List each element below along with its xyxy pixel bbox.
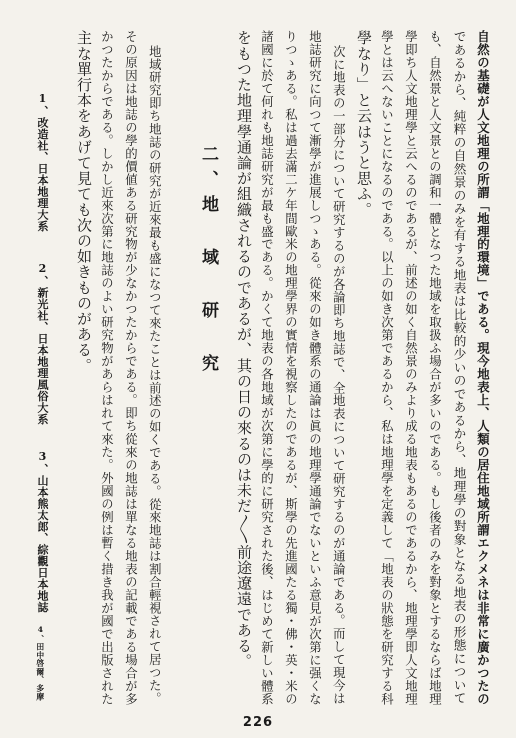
book-list-item: 2、新光社、日本地理風俗大系 — [36, 262, 49, 425]
text-column: りつゝある。私は過去滿二ケ年間歐米の地理學界の實情を視察したのであるが、斯學の先進國たる獨・佛・英・米の — [283, 30, 299, 706]
text-column: 自然の基礎が人文地理の所謂「地理的環境」である。現今地表上、人類の居住地域所謂エクメネは非常に廣かつたの — [475, 30, 491, 706]
text-column: その原因は地誌の學的價値ある研究物が少なかつたからである。即ち從來の地誌は單なる地表の記載である場合が多 — [123, 30, 139, 706]
text-column: 諸國に於て何れも地誌研究が最も盛である。かくて地表の各地域が次第に學的に研究された後、はじめて新しい體系 — [259, 30, 275, 706]
text-column: 主な單行本をあげて見ても次の如きものがある。 — [75, 30, 93, 374]
page-number: 226 — [242, 715, 274, 730]
book-list-item: 3、山本熊太郎、綜觀日本地誌 — [36, 450, 49, 613]
text-column: 學なり」と云はうと思ふ。 — [355, 30, 373, 218]
text-column: 學即ち人文地理學と云へるのであるが、前述の如く自然景のみより成る地表もあるのであるから、地理學即人文地理 — [403, 30, 419, 706]
text-column: も、自然景と人文景との調和一體となつた地域を取扱ふ場合が多いのである。もし後者のみを對象とするならば地理 — [427, 30, 443, 706]
text-column: 地域研究即ち地誌の研究が近來最も盛になつて來たことは前述の如くである。從來地誌は割合輕視されて居つた。 — [147, 45, 162, 705]
section-heading: 二、地 域 研 究 — [198, 145, 218, 379]
text-column: 學とは云へないことになるのである。以上の如き次第であるから、私は地理學を定義して「地表の狀態を研究する科 — [379, 30, 395, 706]
book-list-item: 4、田中啓爾、多摩 — [35, 625, 45, 701]
text-column: 次に地表の一部分について研究するのが各論即ち地誌で、全地表について研究するのが通論である。而して現今は — [331, 45, 346, 705]
book-list-item: 1、改造社、日本地理大系 — [36, 92, 49, 232]
text-column: 地誌研究に向つて漸學が進展しつゝある。從來の如き體系の通論は眞の地理學通論でないといふ意見が次第に强くな — [307, 30, 323, 706]
text-column: をもつた地理學通論が組織されるのであるが、其の日の來るのは未だ〳〵前途遼遠である。 — [235, 30, 253, 669]
text-column: かつたからである。しかし近來次第に地誌のよい研究物があらはれて來た。外國の例は暫く措き我が國で出版された — [99, 30, 115, 706]
text-column: であるから、純粹の自然景のみを有する地表は比較的少いのであるから、地理學の對象となる地表の形態について — [451, 30, 467, 705]
